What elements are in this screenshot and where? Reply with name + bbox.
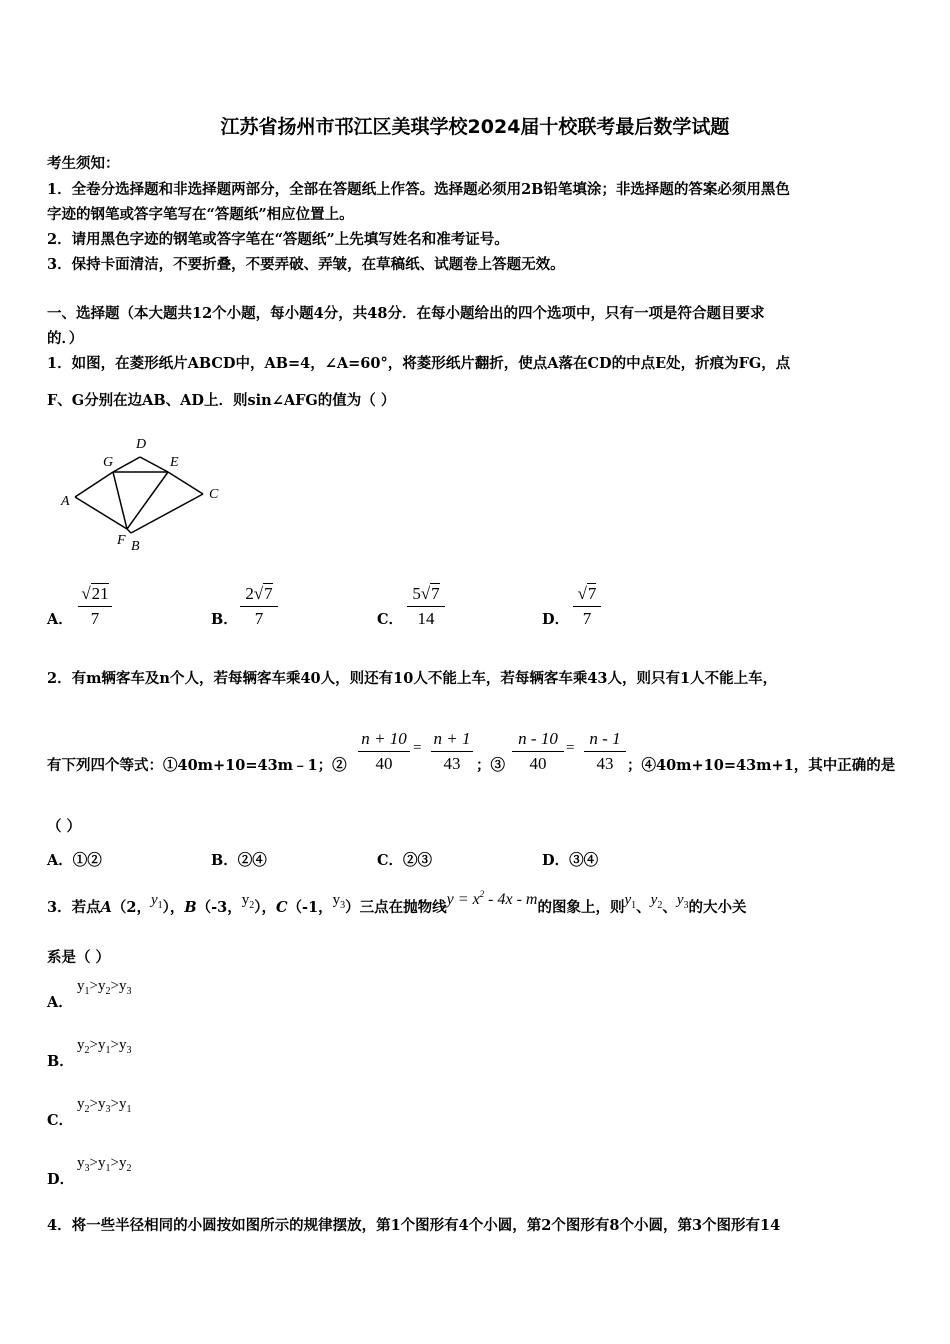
- q2-option-c[interactable]: C．②③: [377, 852, 433, 869]
- page-title: 江苏省扬州市邗江区美琪学校2024届十校联考最后数学试题: [220, 116, 730, 138]
- label-b: B: [131, 539, 140, 554]
- q3-option-b-letter[interactable]: B．: [47, 1053, 74, 1070]
- rhombus-figure: [55, 432, 235, 557]
- equals-2: =: [566, 740, 575, 756]
- label-c: C: [209, 487, 219, 502]
- q3-option-c-value[interactable]: $y_2>y_3>y_1$: [77, 1096, 132, 1115]
- numerator: n + 10: [361, 729, 407, 748]
- notice-heading: 考生须知：: [47, 155, 120, 172]
- label-g: G: [103, 455, 114, 470]
- q3-option-d-letter[interactable]: D．: [47, 1171, 75, 1188]
- denominator: 43: [443, 754, 461, 773]
- numerator: n + 1: [433, 729, 471, 748]
- edge-cb: [131, 494, 203, 533]
- q1-text-b: F、G分别在边AB、AD上．则sin∠AFG的值为（ ）: [47, 392, 396, 409]
- q2-text-b1: 有下列四个等式：①40m+10=43m﹣1；②: [47, 757, 347, 774]
- label-a: A: [61, 494, 70, 509]
- edge-ec: [168, 472, 203, 494]
- q1-option-d-letter[interactable]: D．: [542, 611, 570, 628]
- notice-line-3: 3．保持卡面清洁，不要折叠，不要弄破、弄皱，在草稿纸、试题卷上答题无效。: [47, 256, 565, 273]
- edge-fb: [127, 529, 131, 533]
- notice-line-1: 1．全卷分选择题和非选择题两部分，全部在答题纸上作答。选择题必须用2B铅笔填涂；非选择题的答案必须用黑色: [47, 181, 790, 198]
- equals-1: =: [413, 740, 422, 756]
- section-heading-b: 的．）: [47, 330, 84, 347]
- q2-text: 2．有m辆客车及n个人，若每辆客车乘40人，则还有10人不能上车，若每辆客车乘43人，则只有1人不能上车，: [47, 670, 778, 687]
- edge-ab: [75, 497, 127, 529]
- denominator: 40: [529, 754, 547, 773]
- q2-paren: （ ）: [47, 818, 82, 835]
- radicand: 7: [264, 584, 273, 603]
- q1-option-c-fraction[interactable]: 5√7 14: [407, 584, 445, 629]
- q2-text-b2: ；④40m+10=43m+1，其中正确的是: [627, 757, 896, 774]
- q3-text-b: 系是（ ）: [47, 949, 111, 966]
- q1-option-c-letter[interactable]: C．: [377, 611, 404, 628]
- q3-option-d-value[interactable]: $y_3>y_1>y_2$: [77, 1155, 132, 1174]
- q1-option-d-fraction[interactable]: √7 7: [573, 584, 601, 629]
- denominator: 7: [90, 609, 100, 628]
- radicand: 7: [431, 584, 440, 603]
- notice-line-1b: 字迹的钢笔或答字笔写在“答题纸”相应位置上。: [47, 206, 354, 223]
- q3-option-c-letter[interactable]: C．: [47, 1112, 74, 1129]
- q2-option-b[interactable]: B．②④: [211, 852, 267, 869]
- q1-option-b-fraction[interactable]: 2√7 7: [240, 584, 278, 629]
- denominator: 43: [596, 754, 614, 773]
- numerator: n - 1: [589, 729, 621, 748]
- edge-ef: [127, 472, 168, 529]
- q2-fraction-1: [358, 729, 410, 774]
- q2-fraction-4: [584, 729, 626, 774]
- q1-option-a-fraction[interactable]: √21 7: [78, 584, 112, 629]
- section-heading: 一、选择题（本大题共12个小题，每小题4分，共48分．在每小题给出的四个选项中，只有一项是符合题目要求: [47, 305, 765, 322]
- q2-fraction-2: [431, 729, 473, 774]
- edge-ad: [75, 472, 113, 497]
- q2-sep: ；③: [476, 757, 505, 774]
- q2-option-a[interactable]: A．①②: [47, 852, 102, 869]
- q1-text: 1．如图，在菱形纸片ABCD中，AB=4，∠A=60°，将菱形纸片翻折，使点A落在CD的中点E处，折痕为FG，点: [47, 355, 791, 372]
- coef: 5: [412, 584, 421, 603]
- q3-option-b-value[interactable]: $y_2>y_1>y_3$: [77, 1037, 132, 1056]
- denominator: 7: [254, 609, 264, 628]
- denominator: 7: [582, 609, 592, 628]
- q2-fraction-3: [512, 729, 564, 774]
- q4-text: 4．将一些半径相同的小圆按如图所示的规律摆放，第1个图形有4个小圆，第2个图形有8个小圆，第3个图形有14: [47, 1217, 781, 1234]
- label-e: E: [170, 455, 179, 470]
- radicand: 21: [91, 584, 109, 603]
- coef: 2: [245, 584, 254, 603]
- denominator: 14: [417, 609, 435, 628]
- label-d: D: [136, 437, 147, 452]
- edge-gf: [113, 472, 127, 529]
- numerator: n - 10: [518, 729, 558, 748]
- q1-option-b-letter[interactable]: B．: [211, 611, 238, 628]
- q3-option-a-value[interactable]: $y_1>y_2>y_3$: [77, 978, 132, 997]
- q3-line: 3．若点A（2，$y_1$），B（-3，$y_2$），C（-1，$y_3$）三点在抛物线$y = x^2 - 4x - m$的图象上，则$y_1$、$y_2$、$y_3$的大小关: [47, 889, 747, 916]
- q3-option-a-letter[interactable]: A．: [47, 994, 73, 1011]
- edge-de: [140, 457, 168, 472]
- denominator: 40: [375, 754, 393, 773]
- q2-option-d[interactable]: D．③④: [542, 852, 599, 869]
- label-f: F: [117, 533, 126, 548]
- edge-gd: [113, 457, 140, 472]
- q1-option-a-letter[interactable]: A．: [47, 611, 73, 628]
- notice-line-2: 2．请用黑色字迹的钢笔或答字笔在“答题纸”上先填写姓名和准考证号。: [47, 231, 509, 248]
- radicand: 7: [587, 584, 597, 603]
